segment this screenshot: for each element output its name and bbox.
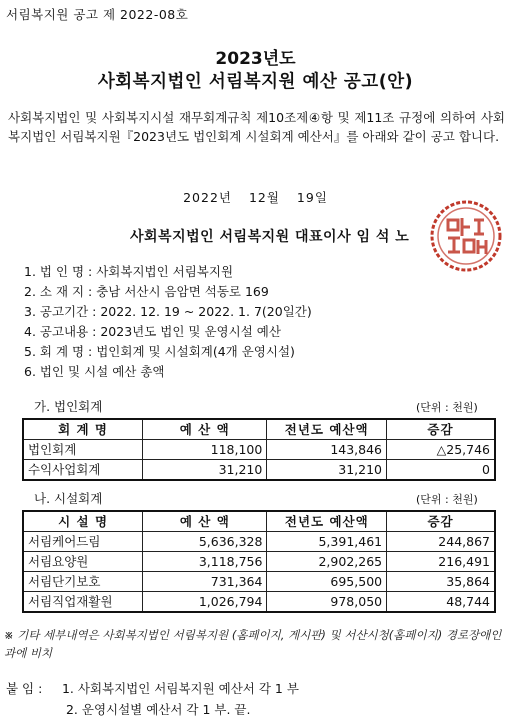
official-seal-icon [430,200,502,272]
prior-budget-amount: 978,050 [267,592,387,613]
attachment-label: 붙 임 : [6,681,43,696]
table-row [23,552,495,572]
column-header: 증감 [387,511,495,532]
attachments [6,678,299,720]
list-item: 1. 법 인 명 : 사회복지법인 서림복지원 [24,264,234,279]
budget-amount: 31,210 [143,460,267,481]
list-item: 6. 법인 및 시설 예산 총액 [24,364,165,379]
attachment-line [6,678,299,699]
budget-amount: 118,100 [143,440,267,460]
change-amount: 0 [387,460,495,481]
attachment-item: 1. 사회복지법인 서림복지원 예산서 각 1 부 [61,681,299,696]
column-header: 전년도 예산액 [267,419,387,440]
footnote: ※ 기타 세부내역은 사회복지법인 서림복지원 (홈페이지, 게시판) 및 서산시청(홈페이지) 경로장애인과에 비치 [4,628,502,660]
table-row [23,592,495,613]
page-title: 사회복지법인 서림복지원 예산 공고(안) [97,72,414,92]
corporate-section-label: 가. 법인회계 [34,399,103,414]
change-amount: 244,867 [387,532,495,552]
corporate-budget-table [22,418,496,481]
prior-budget-amount: 2,902,265 [267,552,387,572]
facility-name: 서림요양원 [23,552,143,572]
budget-amount: 731,364 [143,572,267,592]
table-row [23,440,495,460]
facility-budget-table [22,510,496,613]
attachment-item: 2. 운영시설별 예산서 각 1 부. 끝. [65,702,251,717]
prior-budget-amount: 695,500 [267,572,387,592]
prior-budget-amount: 31,210 [267,460,387,481]
column-header: 전년도 예산액 [267,511,387,532]
attachment-line [6,699,299,720]
account-name: 법인회계 [23,440,143,460]
announcement-items [24,262,312,382]
representative-line: 사회복지법인 서림복지원 대표이사 임 석 노 [130,229,410,245]
column-header: 시 설 명 [23,511,143,532]
corporate-unit-label: (단위 : 천원) [416,401,478,414]
facility-name: 서림단기보호 [23,572,143,592]
facility-name: 서림케어드림 [23,532,143,552]
facility-name: 서림직업재활원 [23,592,143,613]
change-amount: △25,746 [387,440,495,460]
list-item: 5. 회 계 명 : 법인회계 및 시설회계(4개 운영시설) [24,344,295,359]
table-header-row [23,419,495,440]
table-row [23,572,495,592]
change-amount: 35,864 [387,572,495,592]
prior-budget-amount: 5,391,461 [267,532,387,552]
budget-amount: 1,026,794 [143,592,267,613]
change-amount: 48,744 [387,592,495,613]
prior-budget-amount: 143,846 [267,440,387,460]
column-header: 회 계 명 [23,419,143,440]
column-header: 증감 [387,419,495,440]
intro-paragraph: 사회복지법인 및 사회복지시설 재무회계규칙 제10조제④항 및 제11조 규정에 의하여 사회복지법인 서림복지원『2023년도 법인회계 시설회계 예산서』를 아래와 같이 공고 합니다. [8,110,505,144]
list-item: 4. 공고내용 : 2023년도 법인 및 운영시설 예산 [24,324,281,339]
announcement-date: 2022년 12월 19일 [183,190,328,205]
table-row [23,460,495,481]
change-amount: 216,491 [387,552,495,572]
budget-amount: 5,636,328 [143,532,267,552]
column-header: 예 산 액 [143,419,267,440]
table-row [23,532,495,552]
account-name: 수익사업회계 [23,460,143,481]
table-header-row [23,511,495,532]
list-item: 3. 공고기간 : 2022. 12. 19 ~ 2022. 1. 7(20일간) [24,304,312,319]
list-item: 2. 소 재 지 : 충남 서산시 음암면 석동로 169 [24,284,269,299]
budget-amount: 3,118,756 [143,552,267,572]
column-header: 예 산 액 [143,511,267,532]
facility-section-label: 나. 시설회계 [34,491,103,506]
facility-unit-label: (단위 : 천원) [416,493,478,506]
year-title: 2023년도 [215,49,296,69]
notice-number: 서림복지원 공고 제 2022-08호 [6,7,189,22]
